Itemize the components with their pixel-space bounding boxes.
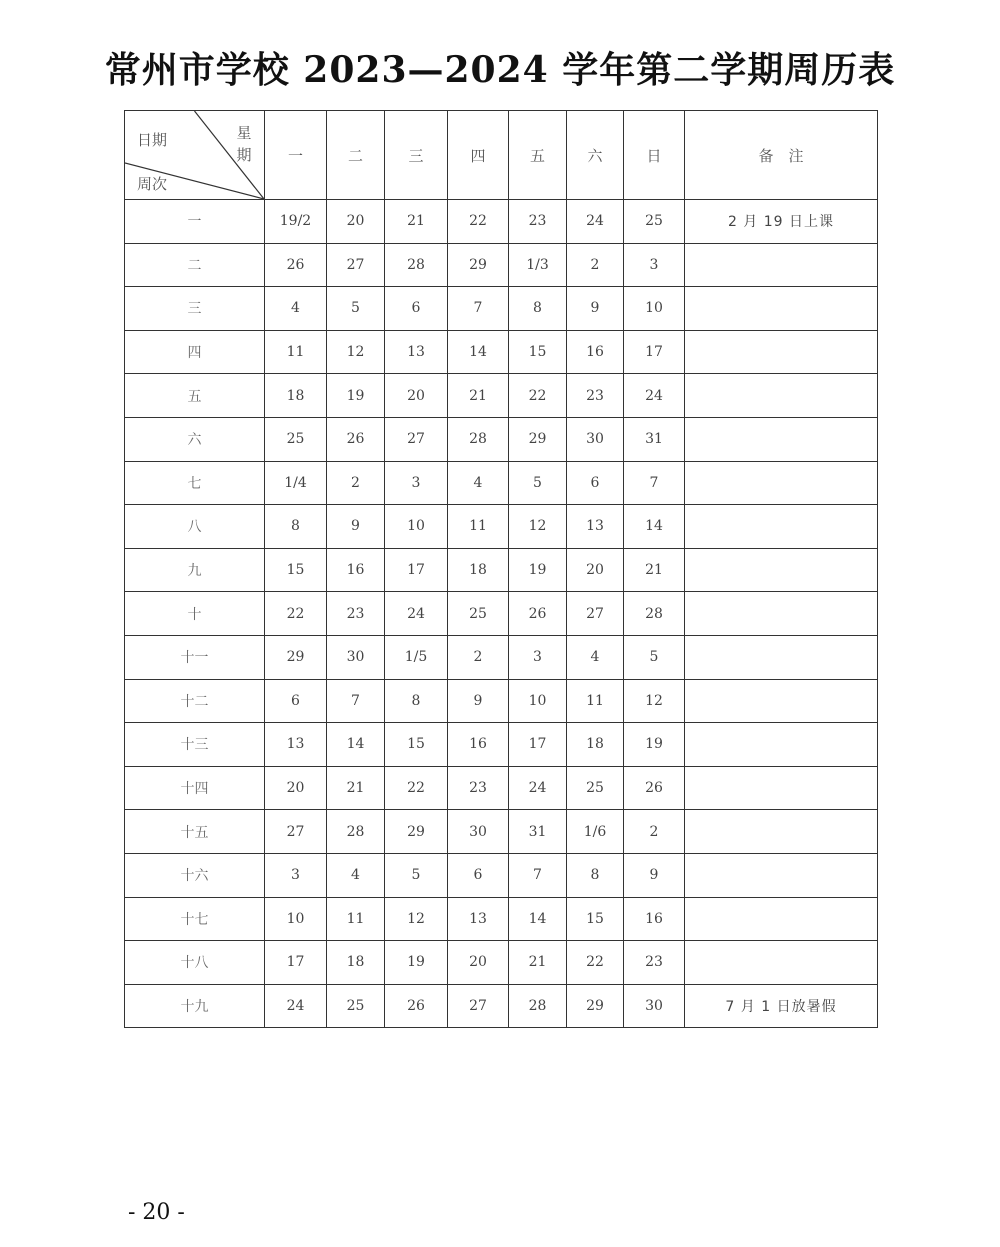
- date-cell: 3: [624, 243, 685, 287]
- date-cell: 20: [448, 941, 509, 985]
- note-cell: [685, 548, 878, 592]
- week-number-cell: 二: [125, 243, 265, 287]
- week-number-cell: 十六: [125, 853, 265, 897]
- date-cell: 6: [448, 853, 509, 897]
- table-row: [125, 766, 878, 810]
- date-cell: 13: [385, 330, 448, 374]
- table-row: [125, 374, 878, 418]
- date-cell: 7: [327, 679, 385, 723]
- date-cell: 15: [385, 723, 448, 767]
- date-cell: 3: [385, 461, 448, 505]
- weekday-label: 星期: [236, 124, 252, 164]
- date-cell: 10: [624, 287, 685, 331]
- date-cell: 30: [448, 810, 509, 854]
- date-cell: 6: [385, 287, 448, 331]
- date-cell: 7: [448, 287, 509, 331]
- date-cell: 9: [567, 287, 624, 331]
- date-cell: 27: [448, 984, 509, 1028]
- date-cell: 31: [624, 417, 685, 461]
- date-cell: 29: [448, 243, 509, 287]
- date-cell: 10: [385, 505, 448, 549]
- date-cell: 4: [567, 635, 624, 679]
- date-cell: 14: [448, 330, 509, 374]
- weekday-header-wed: 三: [385, 111, 448, 200]
- table-row: [125, 330, 878, 374]
- date-cell: 9: [624, 853, 685, 897]
- week-number-cell: 九: [125, 548, 265, 592]
- date-label: 日期: [137, 131, 168, 149]
- date-cell: 21: [385, 200, 448, 244]
- date-cell: 18: [567, 723, 624, 767]
- week-number-cell: 十九: [125, 984, 265, 1028]
- date-cell: 22: [448, 200, 509, 244]
- page-number: - 20 -: [128, 1200, 185, 1225]
- date-cell: 25: [327, 984, 385, 1028]
- date-cell: 20: [567, 548, 624, 592]
- date-cell: 26: [265, 243, 327, 287]
- date-cell: 18: [448, 548, 509, 592]
- note-cell: [685, 853, 878, 897]
- week-number-cell: 六: [125, 417, 265, 461]
- note-cell: [685, 941, 878, 985]
- date-cell: 5: [385, 853, 448, 897]
- table-row: [125, 243, 878, 287]
- date-cell: 26: [385, 984, 448, 1028]
- date-cell: 23: [448, 766, 509, 810]
- date-cell: 8: [265, 505, 327, 549]
- date-cell: 7: [509, 853, 567, 897]
- week-number-cell: 五: [125, 374, 265, 418]
- date-cell: 17: [265, 941, 327, 985]
- table-row: [125, 897, 878, 941]
- note-cell: [685, 810, 878, 854]
- date-cell: 18: [265, 374, 327, 418]
- week-number-cell: 四: [125, 330, 265, 374]
- note-cell: 7 月 1 日放暑假: [685, 984, 878, 1028]
- date-cell: 2: [567, 243, 624, 287]
- week-number-cell: 十二: [125, 679, 265, 723]
- date-cell: 23: [327, 592, 385, 636]
- table-row: [125, 417, 878, 461]
- date-cell: 29: [265, 635, 327, 679]
- note-cell: [685, 417, 878, 461]
- note-cell: [685, 287, 878, 331]
- table-row: [125, 635, 878, 679]
- notes-header: 备 注: [685, 111, 878, 200]
- date-cell: 24: [265, 984, 327, 1028]
- date-cell: 12: [327, 330, 385, 374]
- date-cell: 22: [509, 374, 567, 418]
- date-cell: 19: [509, 548, 567, 592]
- table-row: [125, 461, 878, 505]
- date-cell: 13: [567, 505, 624, 549]
- date-cell: 6: [265, 679, 327, 723]
- weekday-header-thu: 四: [448, 111, 509, 200]
- date-cell: 25: [448, 592, 509, 636]
- date-cell: 19/2: [265, 200, 327, 244]
- date-cell: 13: [448, 897, 509, 941]
- date-cell: 1/5: [385, 635, 448, 679]
- week-number-cell: 十五: [125, 810, 265, 854]
- table-row: [125, 853, 878, 897]
- date-cell: 17: [624, 330, 685, 374]
- note-cell: [685, 330, 878, 374]
- date-cell: 18: [327, 941, 385, 985]
- date-cell: 17: [509, 723, 567, 767]
- date-cell: 19: [385, 941, 448, 985]
- date-cell: 19: [624, 723, 685, 767]
- date-cell: 21: [327, 766, 385, 810]
- date-cell: 5: [327, 287, 385, 331]
- date-cell: 28: [448, 417, 509, 461]
- date-cell: 26: [624, 766, 685, 810]
- table-row: [125, 941, 878, 985]
- date-cell: 14: [327, 723, 385, 767]
- date-cell: 4: [448, 461, 509, 505]
- date-cell: 26: [509, 592, 567, 636]
- date-cell: 30: [624, 984, 685, 1028]
- note-cell: [685, 374, 878, 418]
- date-cell: 24: [567, 200, 624, 244]
- weekday-header-mon: 一: [265, 111, 327, 200]
- date-cell: 9: [448, 679, 509, 723]
- date-cell: 22: [567, 941, 624, 985]
- week-number-cell: 十八: [125, 941, 265, 985]
- note-cell: [685, 635, 878, 679]
- date-cell: 1/4: [265, 461, 327, 505]
- date-cell: 24: [509, 766, 567, 810]
- date-cell: 19: [327, 374, 385, 418]
- date-cell: 5: [509, 461, 567, 505]
- date-cell: 9: [327, 505, 385, 549]
- date-cell: 27: [385, 417, 448, 461]
- date-cell: 24: [385, 592, 448, 636]
- note-cell: [685, 243, 878, 287]
- note-cell: [685, 723, 878, 767]
- date-cell: 12: [509, 505, 567, 549]
- date-cell: 20: [385, 374, 448, 418]
- date-cell: 12: [624, 679, 685, 723]
- note-cell: [685, 766, 878, 810]
- date-cell: 11: [448, 505, 509, 549]
- weekday-header-fri: 五: [509, 111, 567, 200]
- date-cell: 14: [624, 505, 685, 549]
- date-cell: 17: [385, 548, 448, 592]
- date-cell: 11: [567, 679, 624, 723]
- note-cell: [685, 461, 878, 505]
- date-cell: 4: [265, 287, 327, 331]
- date-cell: 29: [385, 810, 448, 854]
- weekday-header-tue: 二: [327, 111, 385, 200]
- table-row: [125, 984, 878, 1028]
- date-cell: 8: [567, 853, 624, 897]
- note-cell: [685, 505, 878, 549]
- date-cell: 20: [265, 766, 327, 810]
- date-cell: 16: [624, 897, 685, 941]
- date-cell: 22: [385, 766, 448, 810]
- date-cell: 29: [509, 417, 567, 461]
- week-number-cell: 十七: [125, 897, 265, 941]
- date-cell: 6: [567, 461, 624, 505]
- date-cell: 31: [509, 810, 567, 854]
- date-cell: 28: [509, 984, 567, 1028]
- date-cell: 27: [265, 810, 327, 854]
- date-cell: 28: [624, 592, 685, 636]
- week-number-cell: 八: [125, 505, 265, 549]
- document-title: 常州市学校 2023—2024 学年第二学期周历表: [104, 49, 896, 91]
- weekday-header-sun: 日: [624, 111, 685, 200]
- date-cell: 28: [327, 810, 385, 854]
- date-cell: 21: [509, 941, 567, 985]
- date-cell: 16: [327, 548, 385, 592]
- date-cell: 22: [265, 592, 327, 636]
- table-row: [125, 810, 878, 854]
- date-cell: 15: [265, 548, 327, 592]
- date-cell: 30: [327, 635, 385, 679]
- table-row: [125, 679, 878, 723]
- date-cell: 1/3: [509, 243, 567, 287]
- note-cell: [685, 592, 878, 636]
- date-cell: 26: [327, 417, 385, 461]
- weekday-header-sat: 六: [567, 111, 624, 200]
- date-cell: 12: [385, 897, 448, 941]
- table-row: [125, 592, 878, 636]
- week-number-cell: 十一: [125, 635, 265, 679]
- date-cell: 23: [567, 374, 624, 418]
- date-cell: 30: [567, 417, 624, 461]
- date-cell: 23: [624, 941, 685, 985]
- date-cell: 20: [327, 200, 385, 244]
- date-cell: 4: [327, 853, 385, 897]
- date-cell: 14: [509, 897, 567, 941]
- date-cell: 25: [624, 200, 685, 244]
- table-row: [125, 505, 878, 549]
- date-cell: 1/6: [567, 810, 624, 854]
- note-cell: [685, 679, 878, 723]
- table-row: [125, 287, 878, 331]
- date-cell: 2: [327, 461, 385, 505]
- week-number-cell: 十四: [125, 766, 265, 810]
- table-row: [125, 200, 878, 244]
- table-row: [125, 548, 878, 592]
- weekly-calendar-table: [124, 110, 878, 1028]
- date-cell: 5: [624, 635, 685, 679]
- date-cell: 11: [327, 897, 385, 941]
- note-cell: [685, 897, 878, 941]
- date-cell: 25: [567, 766, 624, 810]
- date-cell: 2: [624, 810, 685, 854]
- date-cell: 15: [509, 330, 567, 374]
- date-cell: 8: [385, 679, 448, 723]
- date-cell: 3: [509, 635, 567, 679]
- date-cell: 8: [509, 287, 567, 331]
- date-cell: 27: [567, 592, 624, 636]
- date-cell: 13: [265, 723, 327, 767]
- date-cell: 21: [624, 548, 685, 592]
- date-cell: 11: [265, 330, 327, 374]
- calendar-body: [125, 200, 878, 1028]
- week-number-label: 周次: [137, 175, 168, 193]
- table-row: [125, 723, 878, 767]
- table-header-row: [125, 111, 878, 200]
- date-cell: 21: [448, 374, 509, 418]
- week-number-cell: 十: [125, 592, 265, 636]
- week-number-cell: 七: [125, 461, 265, 505]
- date-cell: 7: [624, 461, 685, 505]
- date-cell: 15: [567, 897, 624, 941]
- date-cell: 10: [509, 679, 567, 723]
- date-cell: 24: [624, 374, 685, 418]
- week-number-cell: 三: [125, 287, 265, 331]
- date-cell: 10: [265, 897, 327, 941]
- date-cell: 3: [265, 853, 327, 897]
- date-cell: 16: [567, 330, 624, 374]
- date-cell: 23: [509, 200, 567, 244]
- week-number-cell: 十三: [125, 723, 265, 767]
- date-cell: 25: [265, 417, 327, 461]
- date-cell: 16: [448, 723, 509, 767]
- note-cell: 2 月 19 日上课: [685, 200, 878, 244]
- date-cell: 2: [448, 635, 509, 679]
- week-number-cell: 一: [125, 200, 265, 244]
- date-cell: 27: [327, 243, 385, 287]
- corner-header-cell: [125, 111, 265, 200]
- date-cell: 28: [385, 243, 448, 287]
- date-cell: 29: [567, 984, 624, 1028]
